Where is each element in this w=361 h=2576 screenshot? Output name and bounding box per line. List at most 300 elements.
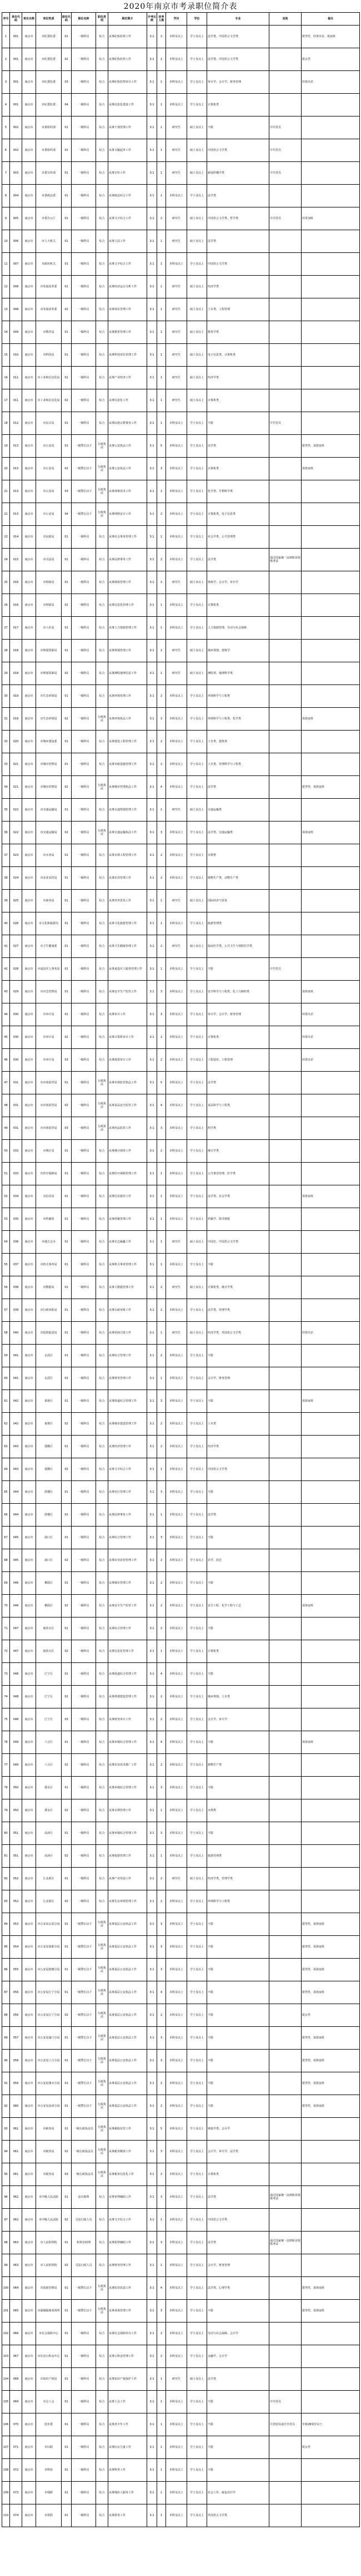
table-cell: 从事食品安全监管工作	[108, 1094, 147, 1117]
table-cell: 01	[62, 549, 72, 571]
table-cell: 南京市	[22, 139, 36, 162]
column-header: 学位	[187, 13, 207, 26]
table-cell: 劳动与社会保障、会计学	[207, 2323, 269, 2345]
table-cell: 1	[157, 139, 166, 162]
table-cell: 本科及以上	[166, 1049, 187, 1072]
table-cell: 本科及以上	[166, 1072, 187, 1094]
table-cell: 4	[157, 1663, 166, 1686]
table-cell: 经常出差	[302, 1322, 360, 1345]
table-cell: 3:1	[147, 2209, 157, 2232]
table-cell: 3	[157, 1003, 166, 1026]
table-cell: 行政执法	[96, 708, 108, 731]
table-cell: 01	[62, 1003, 72, 1026]
table-cell: 南京市	[22, 1868, 36, 1890]
table-cell: 一级科员	[72, 935, 96, 958]
table-row	[2, 2141, 360, 2163]
table-cell: 南京市	[22, 2004, 36, 2027]
table-cell: 034	[10, 1185, 22, 1208]
table-cell: 从事监管改造工作	[108, 2277, 147, 2300]
table-cell: 从事退役军人服务管理工作	[108, 958, 147, 981]
table-cell: 059	[10, 2072, 22, 2095]
table-cell: 学士及以上	[187, 1572, 207, 1595]
table-cell: 3:1	[147, 2300, 157, 2323]
table-cell: 学士及以上	[187, 2163, 207, 2186]
table-cell: 南京市	[22, 2072, 36, 2095]
table-cell: 学士及以上	[187, 1708, 207, 1731]
table-cell: 一级科员	[72, 344, 96, 367]
table-row	[2, 2436, 360, 2459]
table-cell: 统计学类	[207, 1140, 269, 1163]
table-cell	[269, 1595, 302, 1617]
table-cell: 2	[157, 753, 166, 776]
table-cell: 046	[10, 1595, 22, 1617]
table-cell: 南京市	[22, 2163, 36, 2186]
table-cell: 3:1	[147, 230, 157, 253]
table-cell: 不限	[207, 2300, 269, 2323]
table-cell: 1	[2, 26, 10, 48]
table-cell: 综合	[96, 617, 108, 640]
table-cell	[269, 1572, 302, 1595]
table-cell: 学士及以上	[187, 1981, 207, 2004]
table-cell: 学士及以上	[187, 1254, 207, 1276]
table-cell: 不限	[207, 1959, 269, 1981]
table-cell: 从事旅游管理工作	[108, 1845, 147, 1868]
table-cell: 学士及以上	[187, 94, 207, 116]
table-cell: 一级科员	[72, 276, 96, 298]
table-row	[2, 185, 360, 207]
table-cell: 市公安局	[36, 503, 62, 526]
table-row	[2, 617, 360, 640]
table-cell: 3:1	[147, 1754, 157, 1777]
table-cell	[269, 1936, 302, 1959]
table-cell: 市民宗局	[36, 412, 62, 435]
table-cell: 南京市	[22, 867, 36, 890]
table-cell: 本科及以上	[166, 458, 187, 480]
table-cell: 一级警长以下	[72, 2300, 96, 2323]
table-cell: 综合	[96, 662, 108, 685]
table-cell: 3:1	[147, 412, 157, 435]
table-cell: 学士及以上	[187, 776, 207, 799]
table-cell: 1	[157, 1367, 166, 1390]
table-cell: 南京市	[22, 1708, 36, 1731]
table-cell: 建邺区	[36, 1436, 62, 1458]
table-cell	[269, 1163, 302, 1185]
table-cell: 学士及以上	[187, 753, 207, 776]
table-cell: 学士及以上	[187, 1686, 207, 1708]
table-cell: 048	[10, 1686, 22, 1708]
table-cell: 3:1	[147, 867, 157, 890]
table-cell: 经济学类	[207, 1436, 269, 1458]
table-cell: 限男性，需值夜班	[302, 1959, 360, 1981]
table-cell: 3:1	[147, 2323, 157, 2345]
table-cell: 本科及以上	[166, 912, 187, 935]
table-cell: 南京市	[22, 1777, 36, 1799]
table-cell: 3	[2, 71, 10, 94]
table-cell: 综合	[96, 1708, 108, 1731]
table-cell: 研究生	[166, 935, 187, 958]
table-cell: 21	[2, 480, 10, 503]
table-cell: 本科及以上	[166, 731, 187, 753]
table-cell: 3:1	[147, 822, 157, 844]
table-cell: 硕士及以上	[187, 890, 207, 912]
table-row	[2, 1322, 360, 1345]
table-cell: 不限	[207, 1254, 269, 1276]
table-row	[2, 1458, 360, 1481]
table-cell: 从事城市管理执法工作	[108, 776, 147, 799]
table-cell: 从事建设工程管理工作	[108, 731, 147, 753]
table-cell: 02	[62, 1413, 72, 1436]
table-cell: 012	[10, 412, 22, 435]
table-cell: 一级科员	[72, 1413, 96, 1436]
table-cell	[269, 1049, 302, 1072]
table-cell	[269, 2277, 302, 2300]
table-cell: 综合	[96, 1322, 108, 1345]
table-cell: 2	[2, 48, 10, 71]
table-cell: 3:1	[147, 298, 157, 321]
table-cell: 一级科员	[72, 708, 96, 731]
table-cell: 043	[10, 1458, 22, 1481]
table-row	[2, 2504, 360, 2527]
table-cell: 综合	[96, 2209, 108, 2232]
table-cell: 从事测绘地理信息工作	[108, 662, 147, 685]
table-cell: 2	[157, 1549, 166, 1572]
table-cell: 3	[157, 1777, 166, 1799]
table-cell: 法学类	[207, 549, 269, 571]
table-cell: 01	[62, 367, 72, 389]
table-cell: 38	[2, 867, 10, 890]
table-cell: 本科及以上	[166, 1754, 187, 1777]
table-cell: 南京市	[22, 1208, 36, 1231]
table-cell: 3:1	[147, 458, 157, 480]
table-cell: 综合	[96, 1731, 108, 1754]
table-cell: 3:1	[147, 640, 157, 662]
table-cell	[269, 2254, 302, 2277]
table-cell: 052	[10, 1868, 22, 1890]
table-cell: 一级科员	[72, 1458, 96, 1481]
table-cell: 南京市	[22, 1072, 36, 1094]
table-cell: 42	[2, 958, 10, 981]
table-cell: 从事机关事务管理工作	[108, 1254, 147, 1276]
table-cell: 1	[157, 1799, 166, 1822]
table-cell: 计算机类	[207, 2163, 269, 2186]
table-cell	[302, 1254, 360, 1276]
table-cell: 3:1	[147, 2436, 157, 2459]
table-row	[2, 139, 360, 162]
table-cell: 99	[2, 2254, 10, 2277]
table-cell: 本科及以上	[166, 708, 187, 731]
table-cell: 一级科员	[72, 230, 96, 253]
table-cell: 南京市	[22, 253, 36, 276]
table-cell: 01	[62, 185, 72, 207]
table-cell: 4	[157, 1981, 166, 2004]
table-cell: 01	[62, 867, 72, 890]
table-cell: 3:1	[147, 1845, 157, 1868]
table-cell: 056	[10, 2004, 22, 2027]
table-row	[2, 1299, 360, 1322]
table-cell: 019	[10, 685, 22, 708]
table-cell: 从事对外贸易工作	[108, 890, 147, 912]
table-cell: 1	[157, 2368, 166, 2391]
table-cell	[302, 2459, 360, 2482]
table-cell: 不限	[207, 1572, 269, 1595]
table-cell: 019	[10, 708, 22, 731]
table-cell: 2	[157, 1049, 166, 1072]
table-cell: 本科及以上	[166, 2345, 187, 2368]
table-cell: 本科及以上	[166, 1117, 187, 1140]
table-cell: 02	[62, 1890, 72, 1913]
table-cell: 3:1	[147, 1026, 157, 1049]
table-cell: 3:1	[147, 276, 157, 298]
table-row	[2, 958, 360, 981]
table-cell: 南京市	[22, 389, 36, 412]
table-cell: 1	[157, 321, 166, 344]
table-cell: 市档案馆	[36, 1208, 62, 1231]
table-cell: 限男性，需值夜班	[302, 2277, 360, 2300]
table-cell: 从事税收征管工作	[108, 2118, 147, 2141]
table-cell: 市医疗保障局	[36, 1163, 62, 1185]
table-cell: 市人民检察院	[36, 2232, 62, 2254]
table-cell: 102	[2, 2323, 10, 2345]
table-cell: 从事农业农村管理工作	[108, 1549, 147, 1572]
table-cell: 03	[62, 480, 72, 503]
table-cell: 2	[157, 1868, 166, 1890]
table-cell: 江北新区	[36, 1868, 62, 1890]
table-cell: 051	[10, 1845, 22, 1868]
table-cell: 综合	[96, 1481, 108, 1504]
table-cell: 本科及以上	[166, 1617, 187, 1640]
table-cell	[302, 389, 360, 412]
table-cell: 行政执法	[96, 2004, 108, 2027]
table-cell: 南京市	[22, 2482, 36, 2504]
table-cell: 南京市	[22, 1299, 36, 1322]
table-cell: 从事农业技术推广工作	[108, 1754, 147, 1777]
table-cell: 31	[2, 708, 10, 731]
table-cell: 南京市	[22, 526, 36, 549]
table-cell: 01	[62, 1276, 72, 1299]
table-cell: 一级行政执法员	[72, 2163, 96, 2186]
header-row	[2, 13, 360, 26]
column-header: 专业	[207, 13, 269, 26]
table-cell: 研究生	[166, 276, 187, 298]
table-cell: 041	[10, 1367, 22, 1390]
table-row	[2, 2072, 360, 2095]
table-cell: 8	[2, 185, 10, 207]
table-cell: 2	[157, 1299, 166, 1322]
table-row	[2, 2095, 360, 2118]
table-cell: 中国语言文学类	[207, 2209, 269, 2232]
table-cell: 学士及以上	[187, 822, 207, 844]
table-cell: 综合	[96, 139, 108, 162]
table-cell: 从事经济运行分析工作	[108, 276, 147, 298]
table-row	[2, 1617, 360, 1640]
table-cell: 土木类、建筑类	[207, 731, 269, 753]
table-cell	[302, 890, 360, 912]
table-cell: 南京市	[22, 617, 36, 640]
table-cell: 南京市	[22, 1322, 36, 1345]
table-cell: 南京市	[22, 1936, 36, 1959]
table-cell: 从事计算机审计工作	[108, 1026, 147, 1049]
table-cell	[302, 867, 360, 890]
table-cell: 南京市	[22, 2345, 36, 2368]
table-cell: 限男性，需值夜班	[302, 776, 360, 799]
table-cell: 一级科员	[72, 640, 96, 662]
table-cell: 本科及以上	[166, 1458, 187, 1481]
table-cell: 005	[10, 207, 22, 230]
table-cell: 1	[157, 1458, 166, 1481]
table-row	[2, 1822, 360, 1845]
table-cell: 3:1	[147, 1981, 157, 2004]
table-cell: 30	[2, 685, 10, 708]
table-cell: 市人社局	[36, 617, 62, 640]
table-cell	[302, 549, 360, 571]
table-cell: 市委办公厅	[36, 207, 62, 230]
table-cell: 016	[10, 594, 22, 617]
table-row	[2, 2118, 360, 2141]
table-cell: 04	[62, 94, 72, 116]
table-cell: 综合	[96, 321, 108, 344]
table-cell: 43	[2, 981, 10, 1003]
table-cell: 会计学、审计学	[207, 1708, 269, 1731]
table-cell: 063	[10, 2232, 22, 2254]
table-cell: 综合	[96, 162, 108, 185]
table-cell: 本科及以上	[166, 253, 187, 276]
table-cell: 3:1	[147, 1504, 157, 1527]
table-cell: 011	[10, 389, 22, 412]
table-cell: 秦淮区	[36, 1390, 62, 1413]
table-cell: 一级科员	[72, 571, 96, 594]
table-cell: 从事妇女儿童工作	[108, 2436, 147, 2459]
table-cell	[269, 981, 302, 1003]
table-cell: 临床医学类、公共卫生与预防医学类	[207, 935, 269, 958]
table-cell	[302, 2209, 360, 2232]
table-cell: 本科及以上	[166, 1549, 187, 1572]
table-cell: 从事城市管理工作	[108, 1572, 147, 1595]
table-cell: 行政执法	[96, 2095, 108, 2118]
table-cell: 研究生	[166, 640, 187, 662]
table-cell	[269, 2459, 302, 2482]
table-cell: 本科及以上	[166, 1140, 187, 1163]
table-cell: 南京市	[22, 1504, 36, 1527]
table-cell	[302, 116, 360, 139]
table-cell: 本科及以上	[166, 2004, 187, 2027]
table-cell: 一级科员	[72, 162, 96, 185]
table-cell: 南京市	[22, 503, 36, 526]
table-cell: 3:1	[147, 1959, 157, 1981]
table-row	[2, 1708, 360, 1731]
table-row	[2, 2186, 360, 2209]
table-cell: 3:1	[147, 1436, 157, 1458]
table-cell: 从事基层公安执法工作	[108, 2072, 147, 2095]
table-cell: 硕士及以上	[187, 230, 207, 253]
table-cell: 3:1	[147, 1299, 157, 1322]
table-cell: 从事项目管理工作	[108, 298, 147, 321]
table-row	[2, 912, 360, 935]
table-cell: 3:1	[147, 2027, 157, 2050]
table-row	[2, 2459, 360, 2482]
table-cell: 硕士及以上	[187, 1322, 207, 1345]
table-cell: 028	[10, 958, 22, 981]
table-cell: 本科及以上	[166, 1436, 187, 1458]
table-cell: 中共党员	[269, 412, 302, 435]
table-cell: 82	[2, 1868, 10, 1890]
table-cell: 综合	[96, 1049, 108, 1072]
table-cell: 学士及以上	[187, 2232, 207, 2254]
table-cell: 学士及以上	[187, 1777, 207, 1799]
table-cell: 玄武区	[36, 1367, 62, 1390]
table-cell: 4	[157, 1094, 166, 1117]
table-cell: 02	[62, 1799, 72, 1822]
table-cell: 01	[62, 890, 72, 912]
table-cell: 2	[157, 48, 166, 71]
table-cell: 南京市	[22, 116, 36, 139]
table-cell: 002	[10, 116, 22, 139]
table-cell: 108	[2, 2459, 10, 2482]
table-cell: 团市委	[36, 2413, 62, 2436]
table-cell: 综合	[96, 935, 108, 958]
table-cell	[269, 1299, 302, 1322]
table-cell: 一级科员	[72, 1072, 96, 1094]
table-cell: 一级科员	[72, 981, 96, 1003]
table-cell: 土木类	[207, 1413, 269, 1436]
table-cell	[302, 162, 360, 185]
table-cell: 南京市	[22, 822, 36, 844]
table-cell: 综合	[96, 1686, 108, 1708]
table-row	[2, 1890, 360, 1913]
position-table	[2, 12, 360, 2527]
table-cell	[302, 799, 360, 822]
table-cell: 1	[157, 2436, 166, 2459]
table-cell	[302, 412, 360, 435]
table-cell: 从事城市建设管理工作	[108, 1413, 147, 1436]
table-cell: 学士及以上	[187, 981, 207, 1003]
table-row	[2, 1390, 360, 1413]
table-cell: 一级科员	[72, 685, 96, 708]
table-cell: 从事政法综合工作	[108, 185, 147, 207]
table-cell	[269, 1959, 302, 1981]
table-row	[2, 1094, 360, 1117]
document-title: 2020年南京市考录职位简介表	[123, 2, 238, 11]
table-cell: 从事文字综合工作	[108, 253, 147, 276]
table-cell: 不限	[207, 1936, 269, 1959]
table-cell: 本科及以上	[166, 2186, 187, 2209]
table-row	[2, 1799, 360, 1822]
table-cell: 054	[10, 1936, 22, 1959]
table-cell: 不限	[207, 116, 269, 139]
table-cell	[302, 139, 360, 162]
table-cell: 3:1	[147, 753, 157, 776]
table-cell: 南京市	[22, 1845, 36, 1868]
table-cell: 从事民族宗教事务工作	[108, 412, 147, 435]
table-cell: 南京市	[22, 1527, 36, 1549]
table-cell: 021	[10, 776, 22, 799]
table-cell: 2	[157, 685, 166, 708]
table-row	[2, 2391, 360, 2413]
table-cell: 10	[2, 230, 10, 253]
table-cell	[302, 2323, 360, 2345]
table-cell: 综合	[96, 2254, 108, 2277]
table-cell: 33	[2, 753, 10, 776]
table-cell	[269, 71, 302, 94]
table-cell	[269, 185, 302, 207]
table-cell	[269, 1754, 302, 1777]
table-cell: 从事基层公安执法工作	[108, 1913, 147, 1936]
table-cell: 014	[10, 526, 22, 549]
table-cell: 市水务局	[36, 844, 62, 867]
table-cell: 02	[62, 662, 72, 685]
table-cell: 3:1	[147, 708, 157, 731]
table-cell: 学士及以上	[187, 503, 207, 526]
table-row	[2, 1777, 360, 1799]
